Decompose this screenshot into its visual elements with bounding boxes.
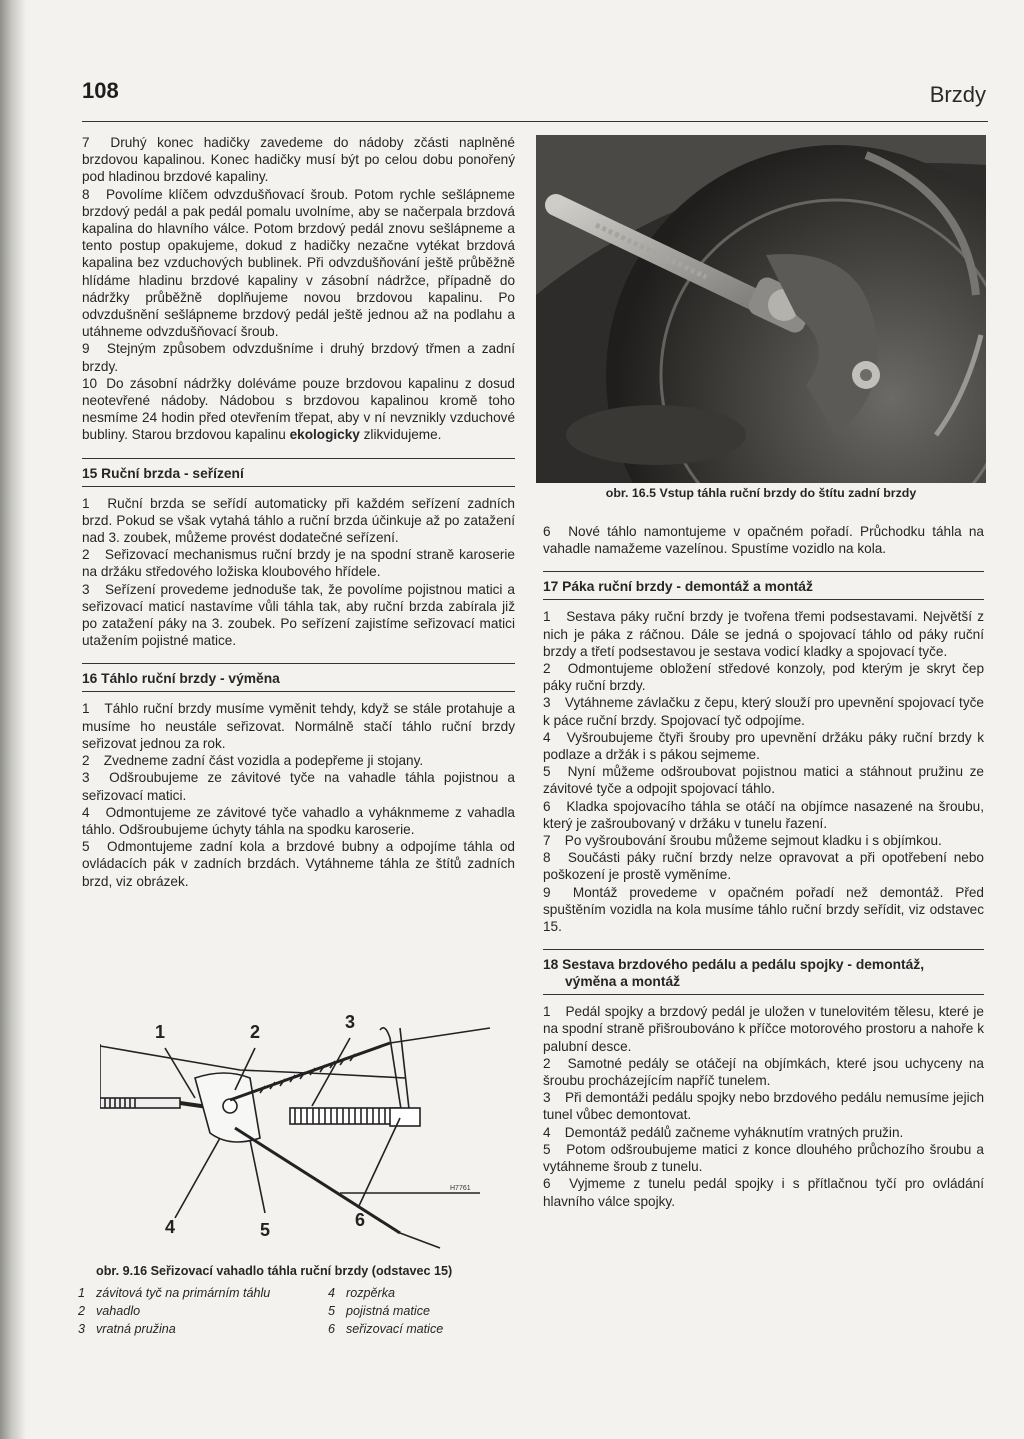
paragraph: 8 Součásti páky ruční brzdy nelze opravovat a při opotřebení nebo poškození je prostě vyměníme. <box>543 850 984 883</box>
paragraph: 8 Povolíme klíčem odvzdušňovací šroub. Potom rychle sešlápneme brzdový pedál a pak pedál pomalu uvolníme, aby se načerpala brzdová kapalina do hlavního válce. Potom brzdový pedál znovu sešlápneme a tento postup opakujeme, dokud z hadičky nezačne vytékat brzdová kapalina bez vzduchových bublinek. Při odvzdušňování ještě průběžně hlídáme hladinu brzdové kapaliny v zásobní nádržce, případně do nádržky průběžně doplňujeme novou brzdovou kapalinu. Po odvzdušnění sešlápneme brzdový pedál ještě jednou až na podlahu a utáhneme odvzdušňovací šroub. <box>82 186 515 340</box>
paragraph: 2 Odmontujeme obložení středové konzoly, pod kterým je skryt čep páky ruční brzdy. <box>543 661 984 694</box>
callout-3: 3 <box>345 1012 356 1032</box>
paragraph: 6 Kladka spojovacího táhla se otáčí na objímce nasazené na šroubu, který je zašroubovaný v držáku v tunelu řazení. <box>543 798 985 831</box>
paragraph: 4 Demontáž pedálů začneme vyháknutím vratných pružin. <box>543 1124 904 1140</box>
paragraph: 9 Montáž provedeme v opačném pořadí než demontáž. Před spuštěním vozidla na kola musíme táhlo ruční brzdy seřídit, viz odstavec 15. <box>543 884 984 935</box>
paragraph: 6 Nové táhlo namontujeme v opačném pořadí. Průchodku táhla na vahadle namažeme vazelínou. Spustíme vozidlo na kola. <box>543 524 984 557</box>
paragraph: 10 Do zásobní nádržky doléváme pouze brzdovou kapalinu z dosud neotevřené nádoby. Nádobou s brzdovou kapalinou kromě toho nesmíme 24 hodin před otevřením třepat, aby v ní nevznikly vzduchové bubliny. Starou brzdovou kapalinu ekologicky zlikvidujeme. <box>82 375 515 443</box>
figure-legend <box>78 1284 518 1338</box>
legend-item: 2 vahadlo <box>78 1304 141 1318</box>
paragraph: 6 Vyjmeme z tunelu pedál spojky i s přítlačnou tyčí pro ovládání hlavního válce spojky. <box>543 1176 984 1209</box>
paragraph: 3 Seřízení provedeme jednoduše tak, že povolíme pojistnou matici a seřizovací maticí nastavíme vůli táhla tak, aby ruční brzda zabírala již po zatažení páky na 3. zoubek. Po seřízení zajistíme seřizovací matici utažením pojistné matice. <box>82 581 515 649</box>
section-18 <box>543 949 984 995</box>
legend-item: 4 rozpěrka <box>328 1286 395 1300</box>
brake-photo <box>536 135 986 483</box>
right-column <box>543 523 984 1210</box>
callout-5: 5 <box>260 1220 271 1240</box>
diagram-callouts <box>155 1012 365 1240</box>
paragraph: 1 Táhlo ruční brzdy musíme vyměnit tehdy, když se stále protahuje a musíme ho neustále seřizovat. Normálně stačí táhlo ruční brzdy seřizovat jednou za rok. <box>82 701 515 751</box>
left-column <box>82 134 515 890</box>
section-title: 17 Páka ruční brzdy - demontáž a montáž <box>543 579 813 595</box>
paragraph: 7 Druhý konec hadičky zavedeme do nádoby zčásti naplněné brzdovou kapalinou. Konec hadičky musí být po celou dobu ponořený pod hladinou brzdové kapaliny. <box>82 135 515 185</box>
paragraph: 4 Vyšroubujeme čtyři šrouby pro upevnění držáku páky ruční brzdy k podlaze a držák i s pákou sejmeme. <box>543 729 984 763</box>
paragraph: 5 Nyní můžeme odšroubovat pojistnou matici a stáhnout pružinu ze závitové tyče a odpojit spojovací táhlo. <box>543 764 984 797</box>
callout-6: 6 <box>355 1210 366 1230</box>
section-16 <box>82 663 515 692</box>
bold-term: ekologicky <box>289 427 360 443</box>
callout-4: 4 <box>165 1217 176 1237</box>
paragraph: 1 Sestava páky ruční brzdy je tvořena třemi podsestavami. Největší z nich je páka z ráčnou. Dále se jedná o spojovací táhlo od páky ruční brzdy a třetí podsestavou je sestava vodicí kladky a spojovací tyče. <box>543 609 984 659</box>
paragraph: 5 Odmontujeme zadní kola a brzdové bubny a odpojíme táhla od ovládacích pák v zadních brzdách. Vytáhneme táhla ze štítů zadních brzd, viz obrázek. <box>82 839 515 889</box>
paragraph: 7 Po vyšroubování šroubu můžeme sejmout kladku i s objímkou. <box>543 833 942 849</box>
figure-code: H7761 <box>450 1185 471 1192</box>
photo-caption: obr. 16.5 Vstup táhla ruční brzdy do štítu zadní brzdy <box>605 486 917 500</box>
section-title: 15 Ruční brzda - seřízení <box>82 465 244 481</box>
section-15 <box>82 458 515 487</box>
paragraph: 5 Potom odšroubujeme matici z konce dlouhého průchozího šroubu a vytáhneme šroub z tunelu. <box>543 1141 984 1175</box>
legend-item: 3 vratná pružina <box>78 1322 176 1336</box>
paragraph: 2 Zvedneme zadní část vozidla a podepřeme ji stojany. <box>82 753 424 769</box>
paragraph: 1 Ruční brzda se seřídí automaticky při každém seřízení zadních brzd. Pokud se však vytahá táhlo a ruční brzda účinkuje až po zatažení nad 3. zoubek, můžeme provést dodatečné seřízení. <box>82 495 515 546</box>
callout-1: 1 <box>155 1022 166 1042</box>
callout-2: 2 <box>250 1022 261 1042</box>
page-number: 108 <box>82 78 119 103</box>
section-17 <box>543 571 984 600</box>
header-rule <box>82 121 988 122</box>
paragraph: 9 Stejným způsobem odvzdušníme i druhý brzdový třmen a zadní brzdy. <box>82 341 515 374</box>
page-edge-shadow <box>0 0 26 1439</box>
legend-item: 5 pojistná matice <box>328 1304 430 1318</box>
paragraph: 3 Odšroubujeme ze závitové tyče na vahadle táhla pojistnou a seřizovací matici. <box>82 770 515 803</box>
section-title: 16 Táhlo ruční brzdy - výměna <box>82 671 280 687</box>
legend-item: 1 závitová tyč na primárním táhlu <box>78 1286 271 1300</box>
paragraph: 1 Pedál spojky a brzdový pedál je uložen v tunelovitém tělesu, které je na spodní straně přišroubováno k příčce motorového prostoru a nahoře k palubní desce. <box>543 1004 984 1054</box>
adjuster-diagram <box>100 1008 505 1258</box>
paragraph: 3 Při demontáži pedálu spojky nebo brzdového pedálu nemusíme jejich tunel vůbec demontovat. <box>543 1090 984 1123</box>
legend-item: 6 seřizovací matice <box>328 1322 444 1336</box>
section-title: 18 Sestava brzdového pedálu a pedálu spojky - demontáž, výměna a montáž <box>543 957 925 990</box>
paragraph: 2 Samotné pedály se otáčejí na objímkách, které jsou uchyceny na šroubu procházejícím napříč tunelem. <box>543 1055 984 1089</box>
paragraph: 2 Seřizovací mechanismus ruční brzdy je na spodní straně karoserie na držáku středového ložiska kloubového hřídele. <box>82 547 515 580</box>
paragraph: 4 Odmontujeme ze závitové tyče vahadlo a vyháknmeme z vahadla táhlo. Odšroubujeme úchyty táhla na spodku karoserie. <box>82 804 515 837</box>
figure-caption: obr. 9.16 Seřizovací vahadlo táhla ruční brzdy (odstavec 15) <box>96 1264 453 1278</box>
chapter-title: Brzdy <box>929 82 986 107</box>
paragraph: 3 Vytáhneme závlačku z čepu, který slouží pro upevnění spojovací tyče k páce ruční brzdy. Spojovací tyč odpojíme. <box>543 695 984 728</box>
